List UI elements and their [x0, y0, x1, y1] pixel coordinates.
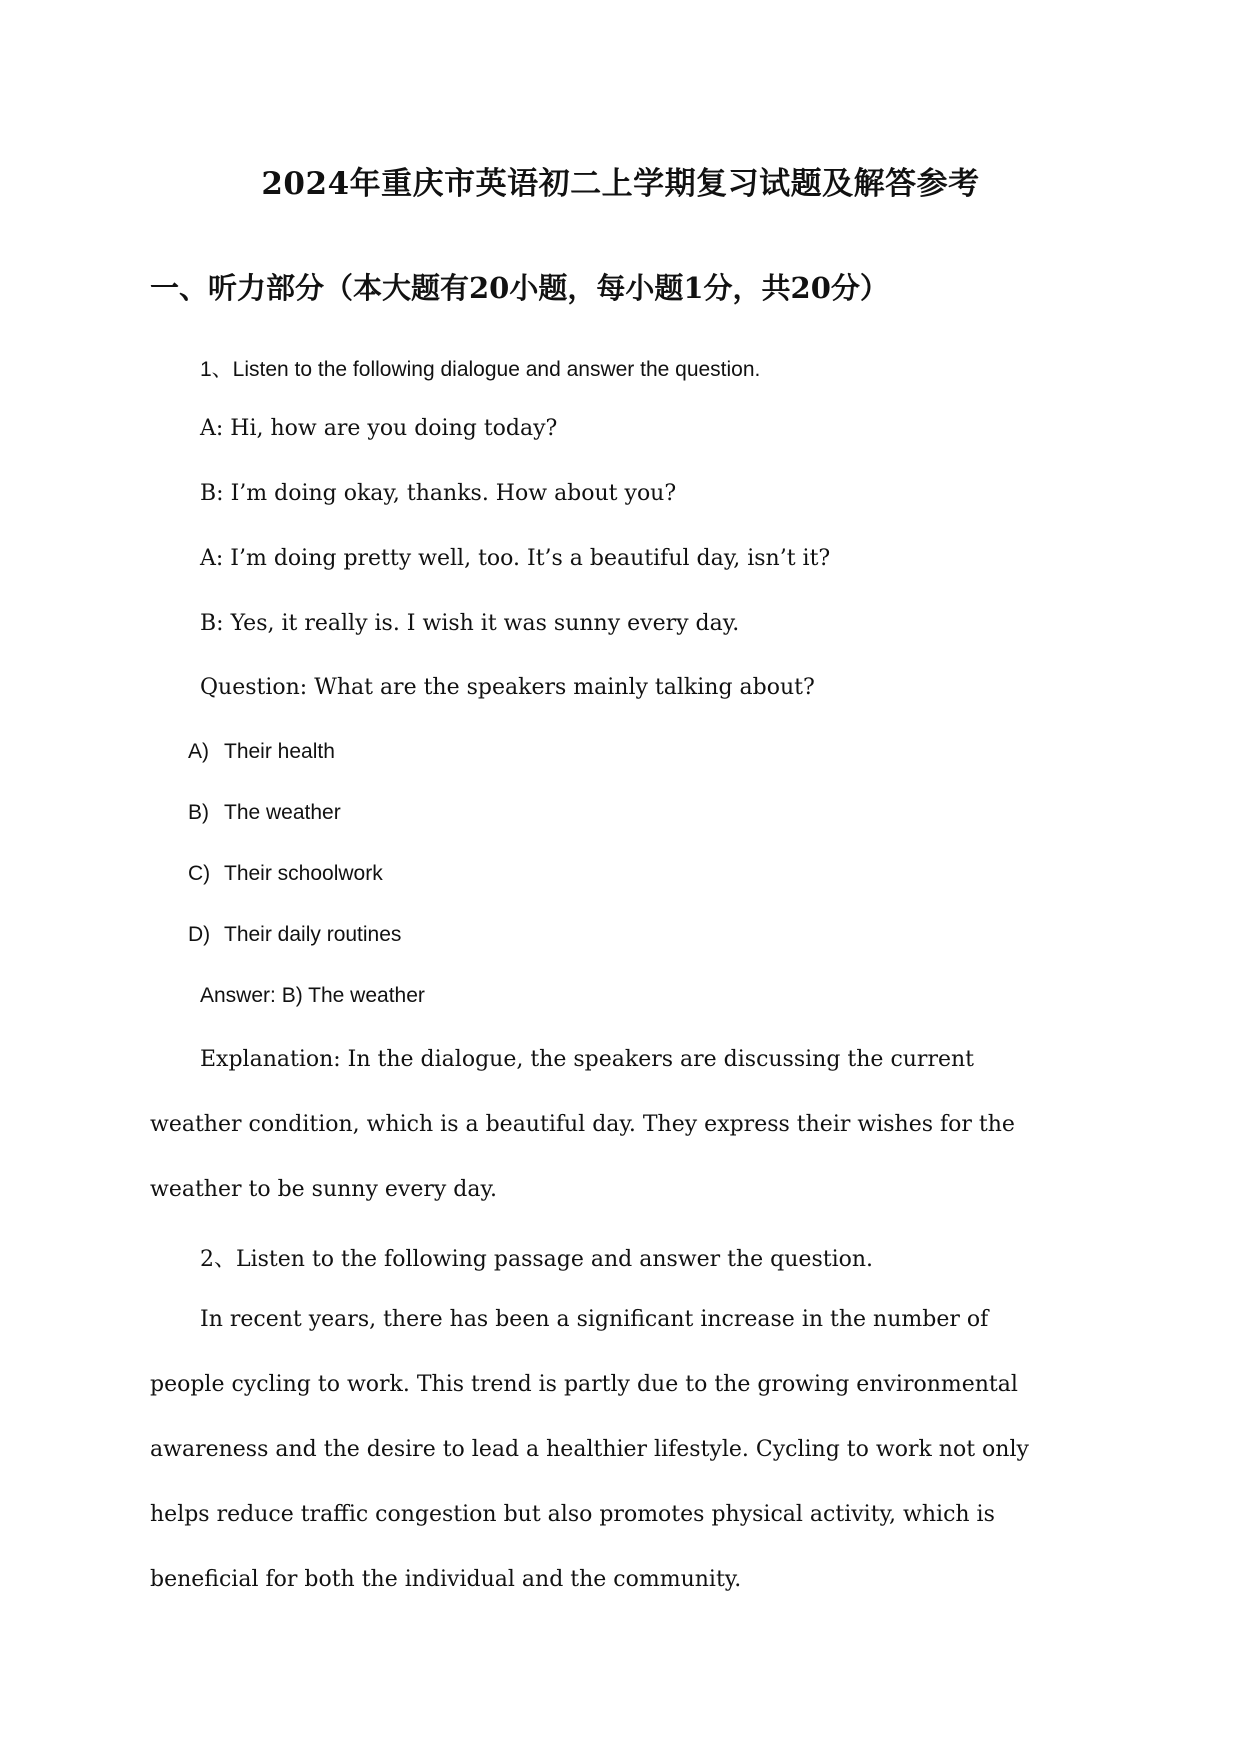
option-d — [188, 923, 401, 947]
explanation-line: weather condition, which is a beautiful day. They express their wishes for the — [150, 1112, 1015, 1137]
option-text: Their daily routines — [224, 923, 402, 946]
option-text: Their health — [224, 740, 335, 763]
option-c — [188, 862, 383, 886]
question-2-prompt: 2、Listen to the following passage and answer the question. — [200, 1247, 874, 1272]
answer-line: Answer: B) The weather — [200, 984, 425, 1007]
dialogue-line: B: Yes, it really is. I wish it was sunny every day. — [200, 611, 740, 636]
passage-line: people cycling to work. This trend is partly due to the growing environmental — [150, 1372, 1018, 1397]
dialogue-line: A: I’m doing pretty well, too. It’s a beautiful day, isn’t it? — [200, 546, 831, 571]
passage-line: awareness and the desire to lead a healthier lifestyle. Cycling to work not only — [150, 1437, 1029, 1462]
option-b — [188, 801, 341, 825]
dialogue-line: A: Hi, how are you doing today? — [200, 416, 558, 441]
question-1-text: Question: What are the speakers mainly talking about? — [200, 675, 815, 700]
option-letter: D) — [188, 923, 211, 946]
explanation-line: weather to be sunny every day. — [150, 1177, 498, 1202]
option-letter: C) — [188, 862, 211, 885]
option-text: The weather — [224, 801, 341, 824]
question-1-prompt: 1、Listen to the following dialogue and answer the question. — [200, 358, 761, 381]
passage-line: beneficial for both the individual and the community. — [150, 1567, 742, 1592]
document-title: 2024年重庆市英语初二上学期复习试题及解答参考 — [261, 166, 980, 202]
option-text: Their schoolwork — [224, 862, 383, 885]
option-letter: B) — [188, 801, 209, 824]
passage-line: In recent years, there has been a significant increase in the number of — [200, 1307, 989, 1332]
dialogue-line: B: I’m doing okay, thanks. How about you? — [200, 481, 677, 506]
explanation-line: Explanation: In the dialogue, the speakers are discussing the current — [200, 1047, 974, 1072]
option-a — [188, 740, 335, 764]
option-letter: A) — [188, 740, 209, 763]
section-heading: 一、听力部分（本大题有20小题，每小题1分，共20分） — [150, 271, 889, 305]
passage-line: helps reduce traffic congestion but also promotes physical activity, which is — [150, 1502, 995, 1527]
